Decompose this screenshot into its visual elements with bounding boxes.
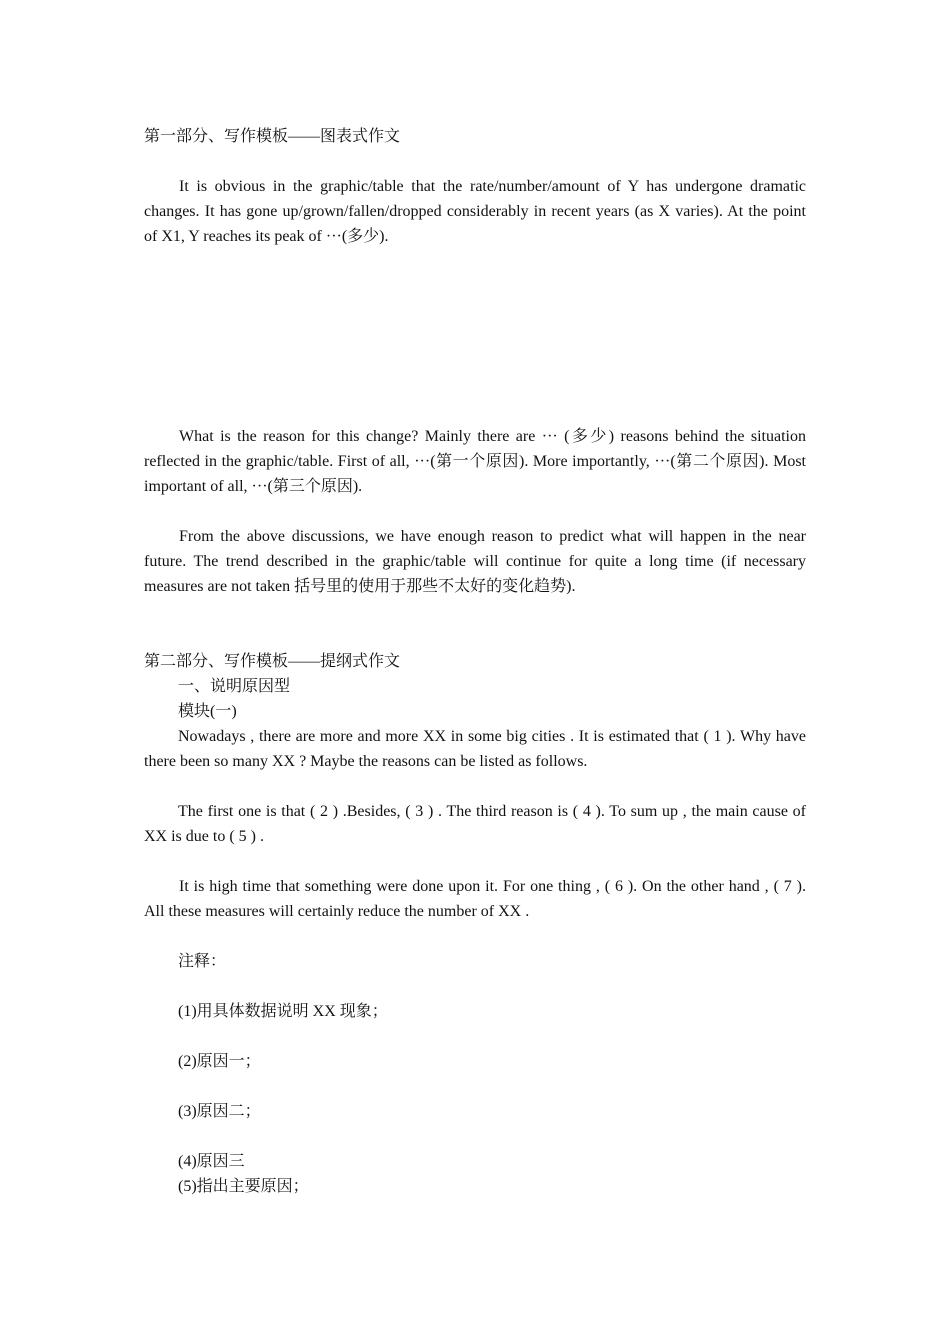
paragraph-chart-reasons: What is the reason for this change? Mainly there are ··· (多少) reasons behind the situation reflected in the graphic/table. First of all, ···(第一个原因). More importantly, ···(第二个原因). Most important of all, ···(第三个原因). bbox=[144, 428, 806, 495]
note-item: (3)原因二； bbox=[178, 1103, 261, 1120]
note-item: (1)用具体数据说明 XX 现象； bbox=[178, 1003, 388, 1020]
blank-chart-area bbox=[144, 249, 806, 424]
subsection-heading: 一、说明原因型 bbox=[178, 678, 291, 695]
note-item: (5)指出主要原因； bbox=[178, 1178, 309, 1195]
document-page bbox=[144, 124, 806, 1199]
note-item: (2)原因一； bbox=[178, 1053, 261, 1070]
paragraph-module-reasons: The first one is that ( 2 ) .Besides, ( 3 ) . The third reason is ( 4 ). To sum up , the main cause of XX is due to ( 5 ) . bbox=[144, 803, 806, 845]
paragraph-chart-prediction: From the above discussions, we have enough reason to predict what will happen in the near future. The trend described in the graphic/table will continue for quite a long time (if necessary measures are not taken 括号里的使用于那些不太好的变化趋势). bbox=[144, 528, 806, 595]
note-item: (4)原因三 bbox=[178, 1153, 245, 1170]
module-label: 模块(一) bbox=[178, 703, 237, 720]
notes-label: 注释： bbox=[178, 953, 227, 970]
section-heading-chart-essay: 第一部分、写作模板——图表式作文 bbox=[144, 128, 401, 145]
paragraph-module-intro: Nowadays , there are more and more XX in some big cities . It is estimated that ( 1 ). Why have there been so many XX ? Maybe the reasons can be listed as follows. bbox=[144, 728, 806, 770]
paragraph-chart-description: It is obvious in the graphic/table that the rate/number/amount of Y has undergone dramatic changes. It has gone up/grown/fallen/dropped considerably in recent years (as X varies). At the point of X1, Y reaches its peak of ···(多少). bbox=[144, 178, 806, 245]
section-heading-outline-essay: 第二部分、写作模板——提纲式作文 bbox=[144, 653, 401, 670]
paragraph-module-measures: It is high time that something were done upon it. For one thing , ( 6 ). On the other hand , ( 7 ). All these measures will certainly reduce the number of XX . bbox=[144, 878, 806, 920]
